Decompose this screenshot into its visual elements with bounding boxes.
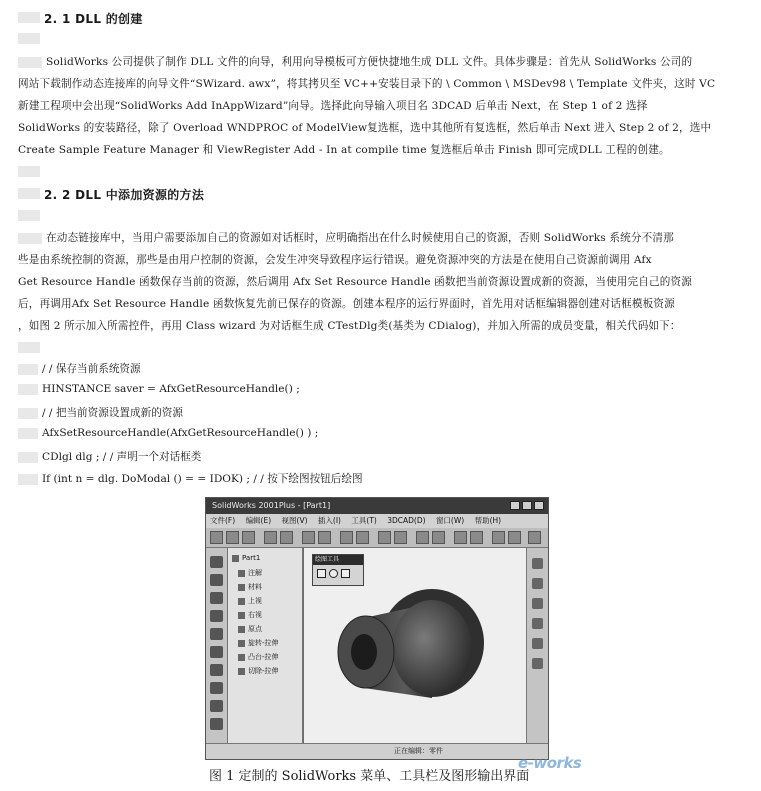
code-text: HINSTANCE saver = AfxGetResourceHandle() ; (42, 383, 300, 395)
menu-item: 帮助(H) (474, 516, 502, 525)
maximize-icon (522, 501, 532, 510)
toolbar-icon (394, 531, 407, 544)
figure-left-toolbar (206, 548, 228, 744)
figure-window-title: SolidWorks 2001Plus - [Part1] (212, 501, 331, 510)
toolbar-icon (242, 531, 255, 544)
tree-item: 注解 (238, 568, 262, 578)
figure-toolbar (206, 528, 548, 548)
tree-item: Part1 (232, 554, 260, 562)
tree-item: 原点 (238, 624, 262, 634)
tool-icon (210, 556, 223, 568)
indent-marker (18, 474, 38, 485)
code-line (18, 361, 141, 376)
tool-icon (532, 638, 543, 649)
toolbar-icon (470, 531, 483, 544)
code-line (18, 449, 201, 464)
menu-item: 编辑(E) (245, 516, 272, 525)
paragraph-line (18, 230, 743, 245)
indent-marker (18, 12, 40, 23)
indent-marker (18, 384, 38, 395)
figure-statusbar (206, 743, 548, 759)
menu-item: 视图(V) (281, 516, 308, 525)
tool-icon (210, 700, 223, 712)
code-text: / / 保存当前系统资源 (42, 363, 141, 375)
indent-marker (18, 428, 38, 439)
code-text: If (int n = dlg. DoModal () = = IDOK) ; / / 按下绘图按钮后绘图 (42, 473, 363, 485)
feature-manager-tree (228, 548, 303, 744)
tree-item: 右视 (238, 610, 262, 620)
code-line (18, 383, 300, 395)
paragraph-line: Get Resource Handle 函数保存当前的资源，然后调用 Afx Set Resource Handle 函数把当前资源设置成新的资源，当使用完自己的资源 (18, 276, 693, 288)
tree-item: 上视 (238, 596, 262, 606)
paragraph-line: 网站下载制作动态连接库的向导文件“SWizard. awx”，将其拷贝至 VC++安装目录下的 \ Common \ MSDev98 \ Template 文件夹，这时 VC (18, 78, 716, 90)
toolbar-icon (356, 531, 369, 544)
paragraph-line: SolidWorks 的安装路径，除了 Overload WNDPROC of ModelView复选框，选中其他所有复选框，然后单击 Next 进入 Step 2 of 2，选中 (18, 122, 712, 134)
indent-marker (18, 33, 40, 44)
tool-icon (532, 618, 543, 629)
menu-item: 窗口(W) (435, 516, 465, 525)
toolbar-icon (416, 531, 429, 544)
toolbar-icon (508, 531, 521, 544)
toolbar-icon (492, 531, 505, 544)
toolbar-icon (340, 531, 353, 544)
paragraph-line: Create Sample Feature Manager 和 ViewRegister Add - In at compile time 复选框后单击 Finish 即可完成DLL 工程的创建。 (18, 144, 670, 156)
code-text: / / 把当前资源设置成新的资源 (42, 407, 183, 419)
status-text: 正在编辑：零件 (394, 747, 443, 755)
toolbar-icon (302, 531, 315, 544)
toolbar-icon (528, 531, 541, 544)
paragraph-text: SolidWorks 公司提供了制作 DLL 文件的向导，利用向导模板可方便快捷地生成 DLL 文件。具体步骤是：首先从 SolidWorks 公司的 (46, 56, 693, 68)
flanged-bushing-model (304, 548, 526, 744)
menu-item: 工具(T) (351, 516, 377, 525)
toolbar-icon (226, 531, 239, 544)
tool-icon (210, 574, 223, 586)
indent-marker (18, 166, 40, 177)
code-text: AfxSetResourceHandle(AfxGetResourceHandle() ) ; (42, 427, 319, 439)
tool-icon (532, 658, 543, 669)
tool-icon (532, 578, 543, 589)
eworks-watermark-logo: e-works (518, 754, 582, 772)
figure-window-titlebar (206, 498, 548, 514)
figure-right-toolbar (526, 548, 548, 744)
tool-icon (532, 598, 543, 609)
figure-menubar (206, 514, 548, 528)
indent-marker (18, 364, 38, 375)
menu-item: 文件(F) (210, 516, 236, 525)
toolbar-icon (454, 531, 467, 544)
tool-icon (210, 646, 223, 658)
toolbar-icon (378, 531, 391, 544)
tool-icon (210, 628, 223, 640)
tree-item: 旋转-拉伸 (238, 638, 279, 648)
indent-marker (18, 452, 38, 463)
figure-solidworks-screenshot (205, 497, 549, 760)
section-heading-2-1: 2. 1 DLL 的创建 (44, 12, 143, 26)
paragraph-line: 新建工程项中会出现“SolidWorks Add InAppWizard”向导。选择此向导输入项目名 3DCAD 后单击 Next，在 Step 1 of 2 选择 (18, 100, 648, 112)
indent-marker (18, 233, 42, 244)
toolbar-icon (318, 531, 331, 544)
code-line (18, 405, 183, 420)
indent-marker (18, 57, 42, 68)
window-controls (510, 501, 544, 510)
indent-marker (18, 188, 40, 199)
dialog-title: 绘图工具 (313, 555, 363, 565)
paragraph-line: ，如图 2 所示加入所需控件，再用 Class wizard 为对话框生成 CTestDlg类(基类为 CDialog)，并加入所需的成员变量，相关代码如下： (18, 320, 681, 332)
paragraph-line: 些是由系统控制的资源，那些是由用户控制的资源，会发生冲突导致程序运行错误。避免资源冲突的方法是在使用自己资源前调用 Afx (18, 254, 652, 266)
tool-icon (210, 682, 223, 694)
paragraph-line: 后，再调用Afx Set Resource Handle 函数恢复先前已保存的资源。创建本程序的运行界面时，首先用对话框编辑器创建对话框模板资源 (18, 298, 675, 310)
minimize-icon (510, 501, 520, 510)
code-line (18, 471, 363, 486)
code-text: CDlgl dlg ; / / 声明一个对话框类 (42, 451, 202, 463)
indent-marker (18, 210, 40, 221)
toolbar-icon (280, 531, 293, 544)
indent-marker (18, 408, 38, 419)
menu-item: 3DCAD(D) (387, 516, 426, 525)
menu-item: 插入(I) (317, 516, 341, 525)
tool-icon (210, 664, 223, 676)
tree-item: 凸台-拉伸 (238, 652, 279, 662)
indent-marker (18, 342, 40, 353)
code-line (18, 427, 318, 439)
figure-caption: 图 1 定制的 SolidWorks 菜单、工具栏及图形输出界面 (209, 769, 530, 784)
toolbar-icon (210, 531, 223, 544)
section-heading-2-2: 2. 2 DLL 中添加资源的方法 (44, 188, 205, 202)
paragraph-line (18, 54, 743, 69)
paragraph-text: 在动态链接库中，当用户需要添加自己的资源如对话框时，应明确指出在什么时候使用自己的资源，否则 SolidWorks 系统分不清那 (46, 232, 674, 244)
tool-icon (210, 592, 223, 604)
tree-item: 切除-拉伸 (238, 666, 279, 676)
tool-icon (210, 718, 223, 730)
close-icon (534, 501, 544, 510)
tool-icon (532, 558, 543, 569)
graphics-viewport (304, 548, 526, 744)
tree-item: 材料 (238, 582, 262, 592)
toolbar-icon (432, 531, 445, 544)
toolbar-icon (264, 531, 277, 544)
tool-icon (210, 610, 223, 622)
